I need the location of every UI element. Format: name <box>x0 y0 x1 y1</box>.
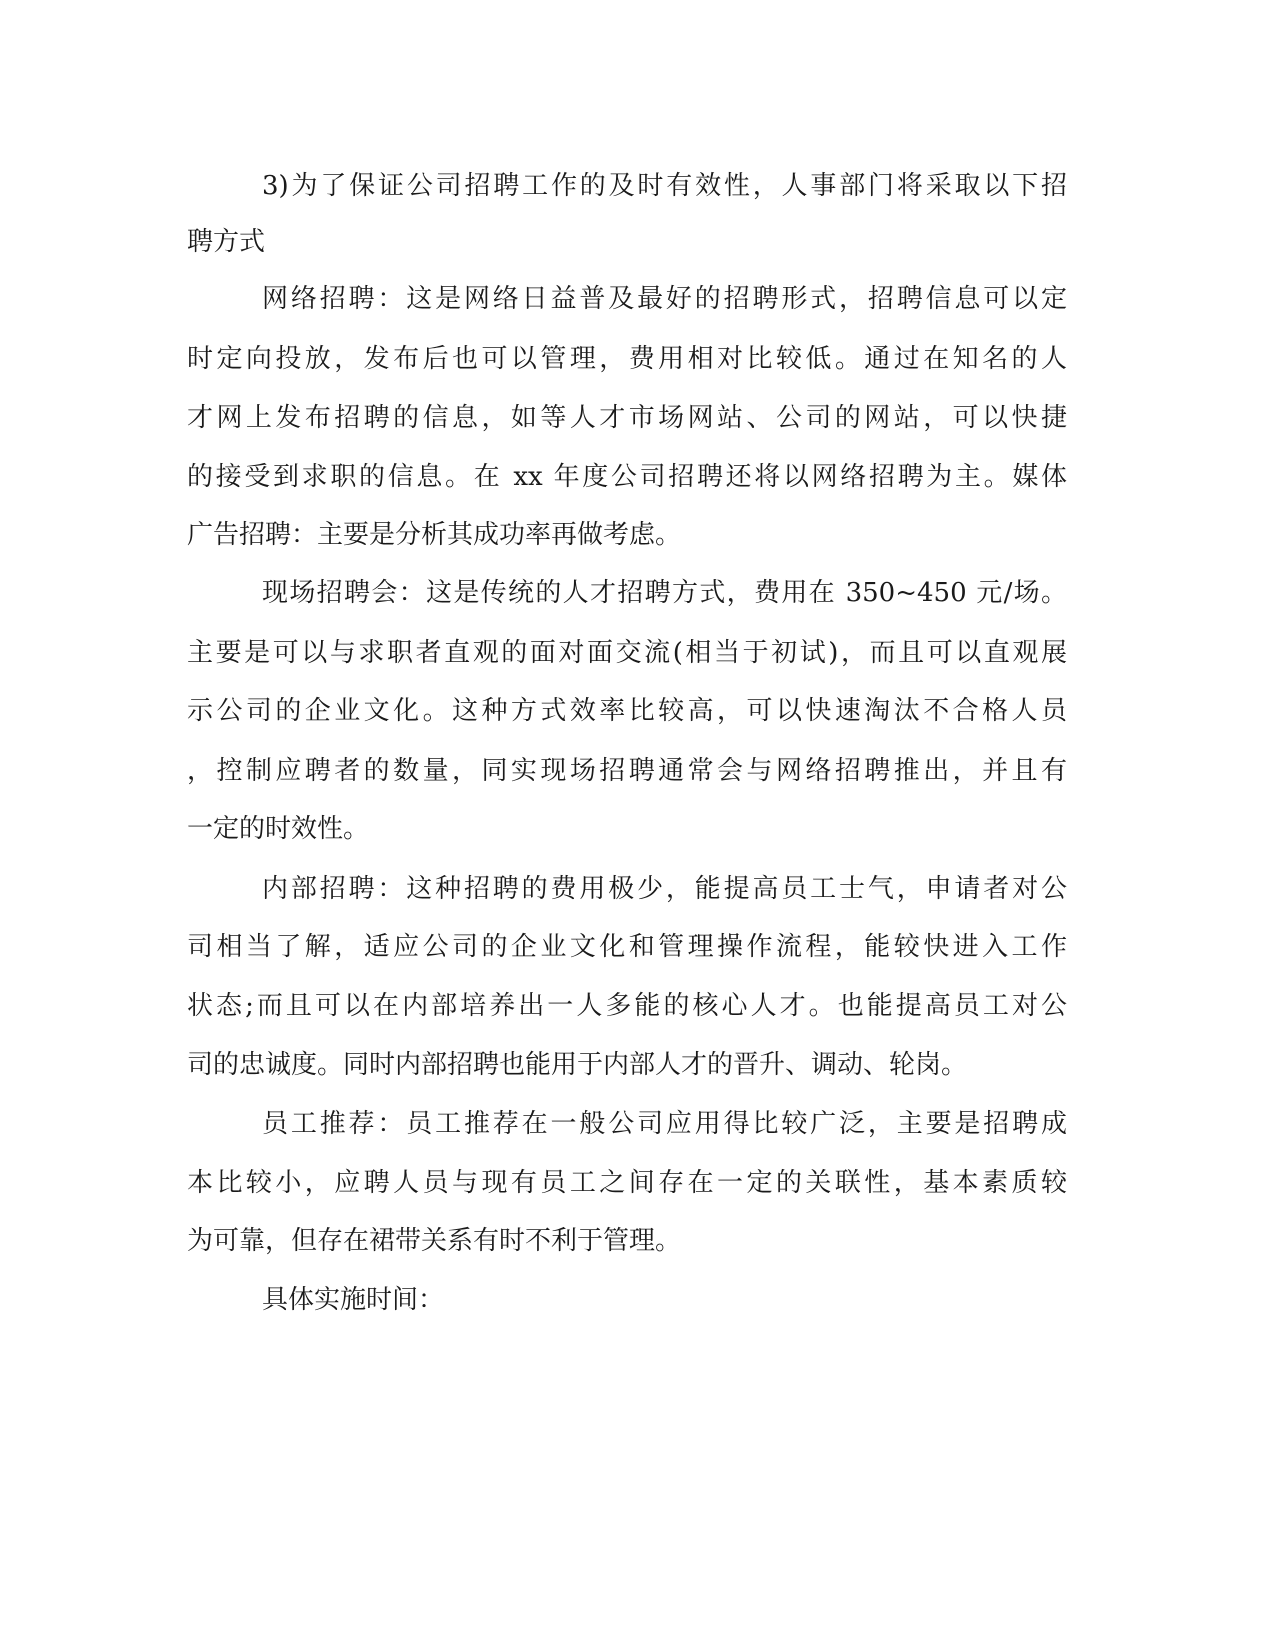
paragraph-3-line-2: 主要是可以与求职者直观的面对面交流(相当于初试)，而且可以直观展 <box>187 638 1067 668</box>
paragraph-5-line-2: 本比较小，应聘人员与现有员工之间存在一定的关联性，基本素质较 <box>187 1168 1067 1198</box>
paragraph-2-line-4: 的接受到求职的信息。在 xx 年度公司招聘还将以网络招聘为主。媒体 <box>187 462 1067 492</box>
paragraph-4-line-4: 司的忠诚度。同时内部招聘也能用于内部人才的晋升、调动、轮岗。 <box>187 1050 968 1080</box>
paragraph-1-line-2: 聘方式 <box>187 227 266 257</box>
paragraph-5-line-3: 为可靠，但存在裙带关系有时不利于管理。 <box>187 1226 682 1256</box>
paragraph-4-line-2: 司相当了解，适应公司的企业文化和管理操作流程，能较快进入工作 <box>187 932 1067 962</box>
paragraph-3-line-1: 现场招聘会：这是传统的人才招聘方式，费用在 350~450 元/场。 <box>262 578 1067 608</box>
paragraph-3-line-4: ，控制应聘者的数量，同实现场招聘通常会与网络招聘推出，并且有 <box>187 756 1067 786</box>
paragraph-5-line-1: 员工推荐：员工推荐在一般公司应用得比较广泛，主要是招聘成 <box>262 1109 1067 1139</box>
paragraph-4-line-3: 状态;而且可以在内部培养出一人多能的核心人才。也能提高员工对公 <box>187 991 1067 1021</box>
paragraph-1-line-1: 3)为了保证公司招聘工作的及时有效性，人事部门将采取以下招 <box>262 171 1067 201</box>
paragraph-3-line-3: 示公司的企业文化。这种方式效率比较高，可以快速淘汰不合格人员 <box>187 696 1067 726</box>
paragraph-4-line-1: 内部招聘：这种招聘的费用极少，能提高员工士气，申请者对公 <box>262 874 1067 904</box>
paragraph-6-line-1: 具体实施时间： <box>262 1285 445 1315</box>
paragraph-2-line-3: 才网上发布招聘的信息，如等人才市场网站、公司的网站，可以快捷 <box>187 403 1067 433</box>
paragraph-2-line-1: 网络招聘：这是网络日益普及最好的招聘形式，招聘信息可以定 <box>262 284 1067 314</box>
paragraph-2-line-5: 广告招聘：主要是分析其成功率再做考虑。 <box>187 520 682 550</box>
paragraph-2-line-2: 时定向投放，发布后也可以管理，费用相对比较低。通过在知名的人 <box>187 344 1067 374</box>
paragraph-3-line-5: 一定的时效性。 <box>187 814 370 844</box>
